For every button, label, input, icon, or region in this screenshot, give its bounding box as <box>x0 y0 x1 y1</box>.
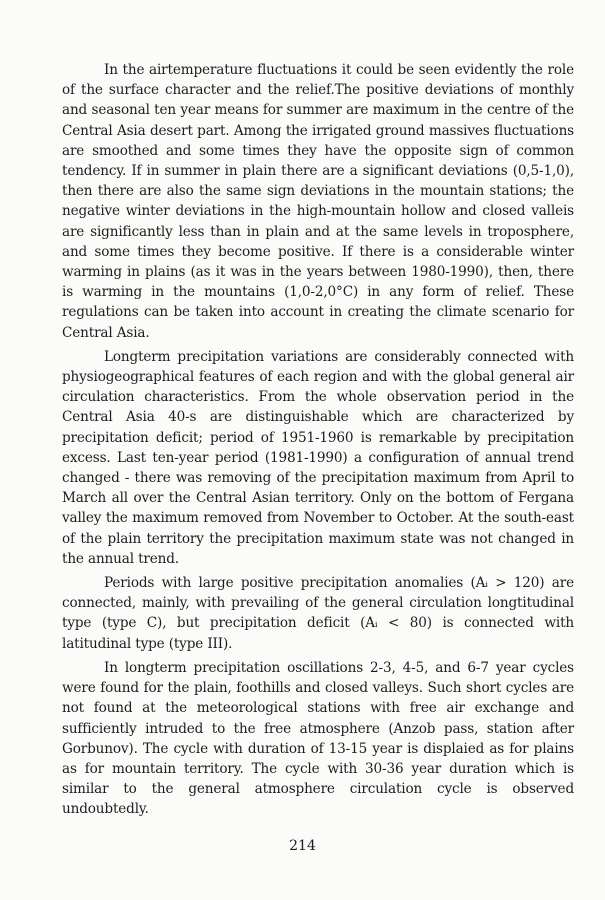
paragraph-precipitation-cycles: In longterm precipitation oscillations 2-3, 4-5, and 6-7 year cycles were found for the plain, foothills and closed valleys. Such short cycles are not found at the meteorological stations with free air exchange and sufficiently intruded to the free atmosphere (Anzob pass, station after Gorbunov). The cycle with duration of 13-15 year is displaied as for plains as for mountain territory. The cycle with 30-36 year duration which is similar to the general atmosphere circulation cycle is observed undoubtedly. <box>62 659 574 818</box>
paragraph-precipitation-variations: Longterm precipitation variations are considerably connected with physiogeographical features of each region and with the global general air circulation characteristics. From the whole observation period in the Central Asia 40-s are distinguishable which are characterized by precipitation deficit; period of 1951-1960 is remarkable by precipitation excess. Last ten-year period (1981-1990) a configuration of annual trend changed - there was removing of the precipitation maximum from April to March all over the Central Asian territory. Only on the bottom of Fergana valley the maximum removed from November to October. At the south-east of the plain territory the precipitation maximum state was not changed in the annual trend. <box>62 348 574 567</box>
page-number: 214 <box>289 838 316 854</box>
paragraph-air-temperature: In the airtemperature fluctuations it could be seen evidently the role of the surface character and the relief.The positive deviations of monthly and seasonal ten year means for summer are maximum in the centre of the Central Asia desert part. Among the irrigated ground massives fluctuations are smoothed and some times they have the opposite sign of common tendency. If in summer in plain there are a significant deviations (0,5-1,0), then there are also the same sign deviations in the mountain stations; the negative winter deviations in the high-mountain hollow and closed valleis are significantly less than in plain and at the same levels in troposphere, and some times they become positive. If there is a considerable winter warming in plains (as it was in the years between 1980-1990), then, there is warming in the mountains (1,0-2,0°C) in any form of relief. These regulations can be taken into account in creating the climate scenario for Central Asia. <box>62 62 574 341</box>
paragraph-precipitation-anomalies: Periods with large positive precipitation anomalies (Aᵢ > 120) are connected, mainly, with prevailing of the general circulation longtitudinal type (type C), but precipitation deficit (Aᵢ < 80) is connected with latitudinal type (type III). <box>62 575 574 652</box>
body-text <box>62 60 574 824</box>
